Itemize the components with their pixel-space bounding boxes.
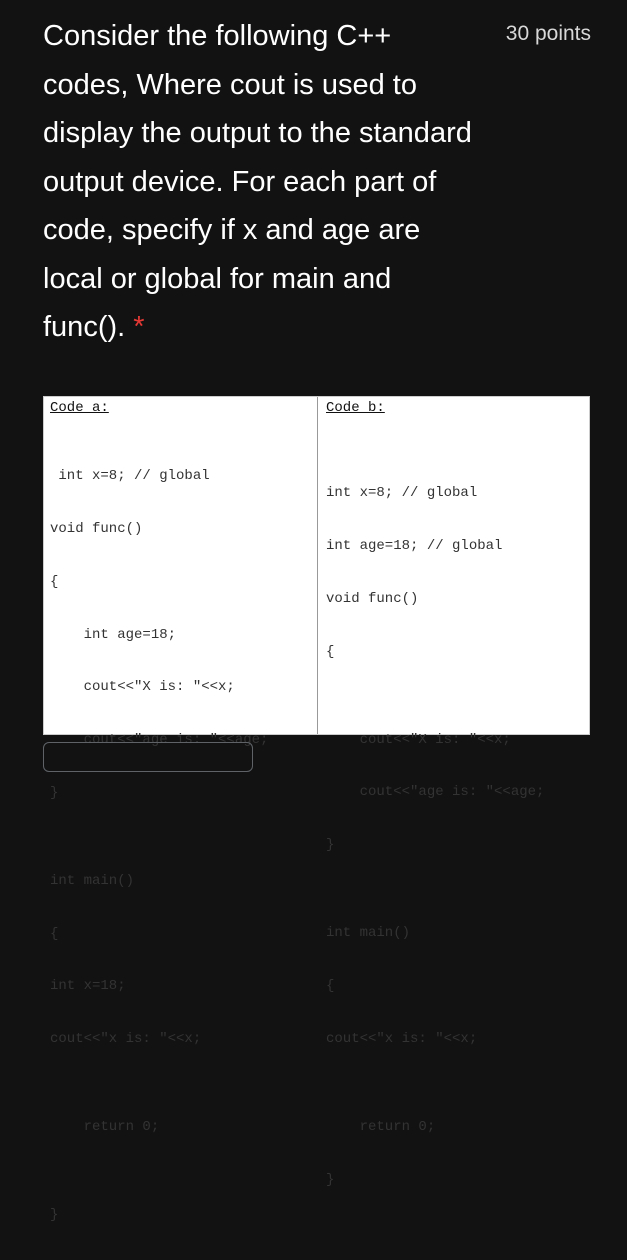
code-b-line: int age=18; // global [326, 538, 503, 555]
code-a-line: int x=8; // global [50, 468, 210, 485]
code-b-line: } [326, 1171, 335, 1188]
points-label: 30 points [505, 22, 591, 45]
code-b-line: int main() [326, 925, 411, 942]
code-a-line: int age=18; [50, 626, 177, 643]
question-body: Consider the following C++ codes, Where cout is used to display the output to the standard output device. For each part of code, specify if x and age are local or global for main and func(). [43, 20, 472, 343]
code-b-line: } [326, 837, 335, 854]
code-b-line: cout<<"x is: "<<x; [326, 1030, 478, 1047]
code-a-line: int main() [50, 872, 135, 889]
code-b-line: int x=8; // global [326, 485, 478, 502]
code-b-line: { [326, 978, 335, 994]
code-b-line: void func() [326, 590, 419, 607]
code-a-block [50, 433, 268, 1260]
code-a-line: cout<<"age is: "<<age; [50, 732, 269, 749]
code-a-header: Code a: [50, 400, 109, 416]
code-b-line: { [326, 643, 335, 660]
code-a-line: cout<<"x is: "<<x; [50, 1031, 202, 1048]
code-b-line: cout<<"age is: "<<age; [326, 784, 545, 801]
required-asterisk: * [133, 311, 145, 343]
code-a-line: } [50, 784, 59, 801]
code-image [43, 396, 590, 1224]
code-a-line: void func() [50, 520, 143, 537]
code-a-line: } [50, 1207, 59, 1224]
code-b-line: return 0; [326, 1118, 436, 1135]
answer-input[interactable] [43, 742, 253, 772]
code-b-line: cout<<"X is: "<<x; [326, 731, 511, 748]
code-a-line: return 0; [50, 1119, 160, 1136]
code-a-line: int x=18; [50, 978, 126, 995]
code-b-block [326, 415, 544, 1224]
code-a-line: { [50, 573, 59, 590]
question-text [43, 12, 483, 352]
column-divider [317, 397, 318, 734]
code-b-header: Code b: [326, 400, 385, 416]
code-a-line: cout<<"X is: "<<x; [50, 679, 235, 696]
code-a-line: { [50, 925, 59, 942]
